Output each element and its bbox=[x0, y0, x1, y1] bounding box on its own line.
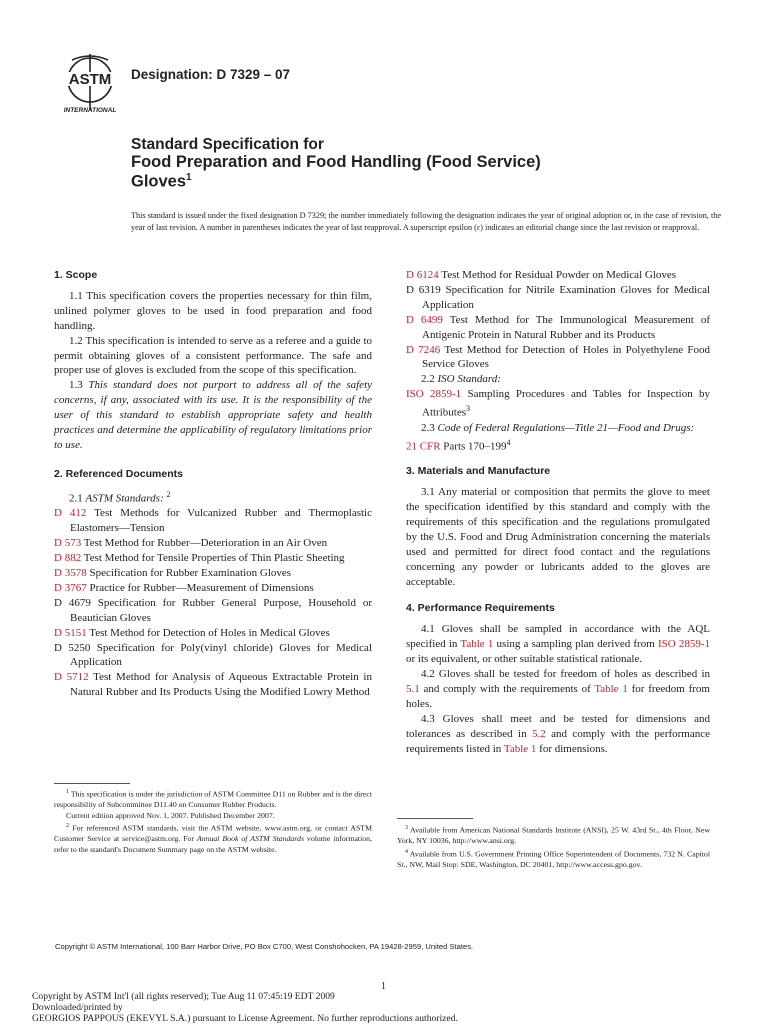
title-line-1: Standard Specification for bbox=[131, 136, 324, 153]
astm-reference-list bbox=[54, 506, 372, 700]
designation: Designation: D 7329 – 07 bbox=[131, 67, 291, 82]
footnotes-left bbox=[54, 787, 372, 855]
references-heading: 2. Referenced Documents bbox=[54, 467, 183, 480]
right-column bbox=[406, 268, 710, 757]
reference-title: Specification for Nitrile Examination Gloves for Medical Application bbox=[422, 283, 711, 311]
svg-text:INTERNATIONAL: INTERNATIONAL bbox=[63, 107, 117, 114]
copyright-line: Copyright © ASTM International, 100 Barr Harbor Drive, PO Box C700, West Conshohocken, PA 19428-2959, United States. bbox=[55, 942, 474, 951]
reference-code[interactable]: D 3578 bbox=[54, 566, 87, 579]
reference-21-cfr: 21 CFR Parts $170-199^4$ bbox=[406, 437, 511, 453]
reference-item bbox=[54, 581, 372, 596]
footnote-1: $^1$ This specification is under the jurisdiction of ASTM Committee D11 on Rubber and is the direct responsibility of Subcommittee D11.40 on Consumer Rubber Products. bbox=[54, 789, 372, 810]
reference-link[interactable]: 21 CFR bbox=[406, 440, 441, 453]
reference-item bbox=[406, 313, 710, 343]
reference-title: Specification for Poly(vinyl chloride) Gloves for Medical Application bbox=[70, 641, 372, 669]
astm-logo bbox=[58, 50, 122, 116]
astm-logo-icon bbox=[58, 50, 122, 116]
table-1-link[interactable]: Table 1 bbox=[460, 638, 494, 651]
scope-p1: 1.1 This specification covers the properties necessary for thin film, unlined polymer gloves to be used in food preparation and food handling. bbox=[54, 289, 372, 332]
reference-code[interactable]: D 6499 bbox=[406, 313, 443, 326]
section-5-1-link[interactable]: 5.1 bbox=[406, 682, 420, 695]
reference-title: Test Method for The Immunological Measurement of Antigenic Protein in Natural Rubber and its Products bbox=[422, 313, 710, 341]
licensing-line-3: GEORGIOS PAPPOUS (EKEVYL S.A.) pursuant to License Agreement. No further reproductions authorized. bbox=[32, 1013, 458, 1025]
materials-p1: 3.1 Any material or composition that permits the glove to meet the specification identified by this standard and comply with the requirements of this specification and the regulations promulgated by the U.S. Food and Drug Administration concerning the materials used and permitted for direct food contact and the regulations concerning any powder or lubricants added to the gloves are acceptable. bbox=[406, 486, 710, 588]
left-column bbox=[54, 268, 372, 700]
footnote-rule-right bbox=[397, 818, 473, 819]
reference-item bbox=[54, 536, 372, 551]
section-5-2-link[interactable]: 5.2 bbox=[531, 727, 546, 740]
reference-code[interactable]: D 5151 bbox=[54, 626, 87, 639]
scope-p3: 1.3 This standard does not purport to address all of the safety concerns, if any, associated with its use. It is the responsibility of the user of this standard to establish appropriate safety and health practices and determine the applicability of regulatory limitations prior to use. bbox=[54, 379, 373, 451]
reference-iso-2859-1: ISO 2859-1 Sampling Procedures and Tables for Inspection by Attributes$^3$ bbox=[406, 388, 711, 419]
reference-item bbox=[54, 566, 372, 581]
footnote-4: $^4$ Available from U.S. Government Printing Office Superintendent of Documents, 732 N. Capitol St., NW, Mail Stop: SDE, Washington, DC 20401, http://www.access.gpo.gov. bbox=[397, 848, 710, 869]
performance-p3: 4.3 Gloves shall meet and be tested for dimensions and tolerances as described in 5.2 and comply with the performance requirements listed in Table 1 for dimensions. bbox=[406, 712, 711, 755]
title-footnote-mark: 1 bbox=[186, 172, 192, 183]
title-line-2: Food Preparation and Food Handling (Food Service) bbox=[131, 153, 541, 171]
licensing-notice bbox=[32, 991, 458, 1025]
scope-p2: 1.2 This specification is intended to serve as a referee and a guide to permit obtaining gloves of a consistent performance. The safe and proper use of gloves is excluded from the scope of this specification. bbox=[54, 334, 372, 377]
table-1-link[interactable]: Table 1 bbox=[503, 742, 537, 755]
reference-title: Test Method for Tensile Properties of Thin Plastic Sheeting bbox=[83, 552, 345, 565]
reference-code: D 5250 bbox=[54, 641, 91, 654]
title-line-3: Gloves$^1$ bbox=[131, 172, 192, 191]
astm-standards-label: 2.1 ASTM Standards: $^2$ bbox=[69, 489, 171, 505]
reference-code[interactable]: D 5712 bbox=[54, 671, 89, 684]
reference-code[interactable]: D 3767 bbox=[54, 581, 87, 594]
reference-item bbox=[406, 268, 710, 283]
reference-item bbox=[406, 283, 710, 313]
astm-reference-list-continued bbox=[406, 268, 710, 372]
footnote-2: $^2$ For referenced ASTM standards, visit the ASTM website, www.astm.org, or contact ASTM Customer Service at service@astm.org. For Annual Book of ASTM Standards volume information, refer to the standard's Document Summary page on the ASTM website. bbox=[54, 823, 372, 854]
footnotes-right bbox=[397, 823, 710, 870]
page-number: 1 bbox=[381, 981, 386, 992]
reference-title: Practice for Rubber—Measurement of Dimensions bbox=[89, 581, 314, 594]
issuance-notice: This standard is issued under the fixed designation D 7329; the number immediately following the designation indicates the year of original adoption or, in the case of revision, the year of last revision. A number in parentheses indicates the year of last reapproval. A superscript epsilon (ε) indicates an editorial change since the last revision or reapproval. bbox=[131, 211, 721, 233]
reference-link[interactable]: ISO 2859-1 bbox=[406, 388, 462, 401]
reference-code[interactable]: D 7246 bbox=[406, 343, 441, 356]
reference-code[interactable]: D 6124 bbox=[406, 269, 439, 281]
svg-text:ASTM: ASTM bbox=[68, 71, 112, 88]
footnote-3: $^3$ Available from American National Standards Institute (ANSI), 25 W. 43rd St., 4th Floor, New York, NY 10036, http://www.ansi.org. bbox=[397, 825, 710, 846]
licensing-line-2: Downloaded/printed by bbox=[32, 1002, 123, 1014]
reference-title: Test Method for Analysis of Aqueous Extractable Protein in Natural Rubber and Its Products Using the Modified Lowry Method bbox=[70, 671, 372, 699]
reference-code[interactable]: D 573 bbox=[54, 537, 82, 550]
reference-title: Test Method for Residual Powder on Medical Gloves bbox=[441, 269, 677, 281]
scope-heading: 1. Scope bbox=[54, 269, 98, 281]
reference-title: Test Method for Detection of Holes in Polyethylene Food Service Gloves bbox=[422, 343, 710, 371]
reference-item bbox=[54, 641, 372, 671]
footnote-rule-left bbox=[54, 783, 130, 784]
performance-p1: 4.1 Gloves shall be sampled in accordance with the AQL specified in Table 1 using a sampling plan derived from ISO 2859-1 or its equivalent, or other suitable statistical rationale. bbox=[406, 623, 711, 666]
reference-item bbox=[54, 626, 372, 641]
iso-standard-label: 2.2 ISO Standard: bbox=[421, 373, 501, 386]
reference-title: Test Method for Rubber—Deterioration in an Air Oven bbox=[83, 537, 328, 550]
reference-title: Specification for Rubber General Purpose, Household or Beautician Gloves bbox=[70, 596, 373, 624]
reference-item bbox=[54, 670, 372, 700]
performance-heading: 4. Performance Requirements bbox=[406, 602, 555, 615]
materials-heading: 3. Materials and Manufacture bbox=[406, 465, 551, 478]
reference-item bbox=[54, 551, 372, 566]
reference-item bbox=[54, 596, 372, 626]
reference-code: D 6319 bbox=[406, 283, 441, 296]
iso-2859-1-link[interactable]: ISO 2859-1 bbox=[657, 638, 711, 651]
licensing-line-1: Copyright by ASTM Int'l (all rights reserved); Tue Aug 11 07:45:19 EDT 2009 bbox=[32, 991, 335, 1002]
reference-code[interactable]: D 882 bbox=[54, 552, 82, 565]
reference-item bbox=[406, 343, 710, 373]
reference-title: Test Method for Detection of Holes in Medical Gloves bbox=[89, 626, 330, 639]
table-1-link[interactable]: Table 1 bbox=[594, 682, 628, 695]
reference-item bbox=[54, 506, 372, 536]
reference-code[interactable]: D 412 bbox=[54, 507, 87, 520]
reference-code: D 4679 bbox=[54, 596, 91, 609]
performance-p2: 4.2 Gloves shall be tested for freedom of holes as described in 5.1 and comply with the requirements of Table 1 for freedom from holes. bbox=[406, 668, 710, 710]
reference-title: Specification for Rubber Examination Gloves bbox=[89, 566, 292, 579]
footnote-1-edition: Current edition approved Nov. 1, 2007. Published December 2007. bbox=[66, 810, 275, 820]
reference-title: Test Methods for Vulcanized Rubber and Thermoplastic Elastomers—Tension bbox=[70, 507, 372, 535]
cfr-label: 2.3 Code of Federal Regulations—Title 21—Food and Drugs: bbox=[421, 421, 695, 434]
